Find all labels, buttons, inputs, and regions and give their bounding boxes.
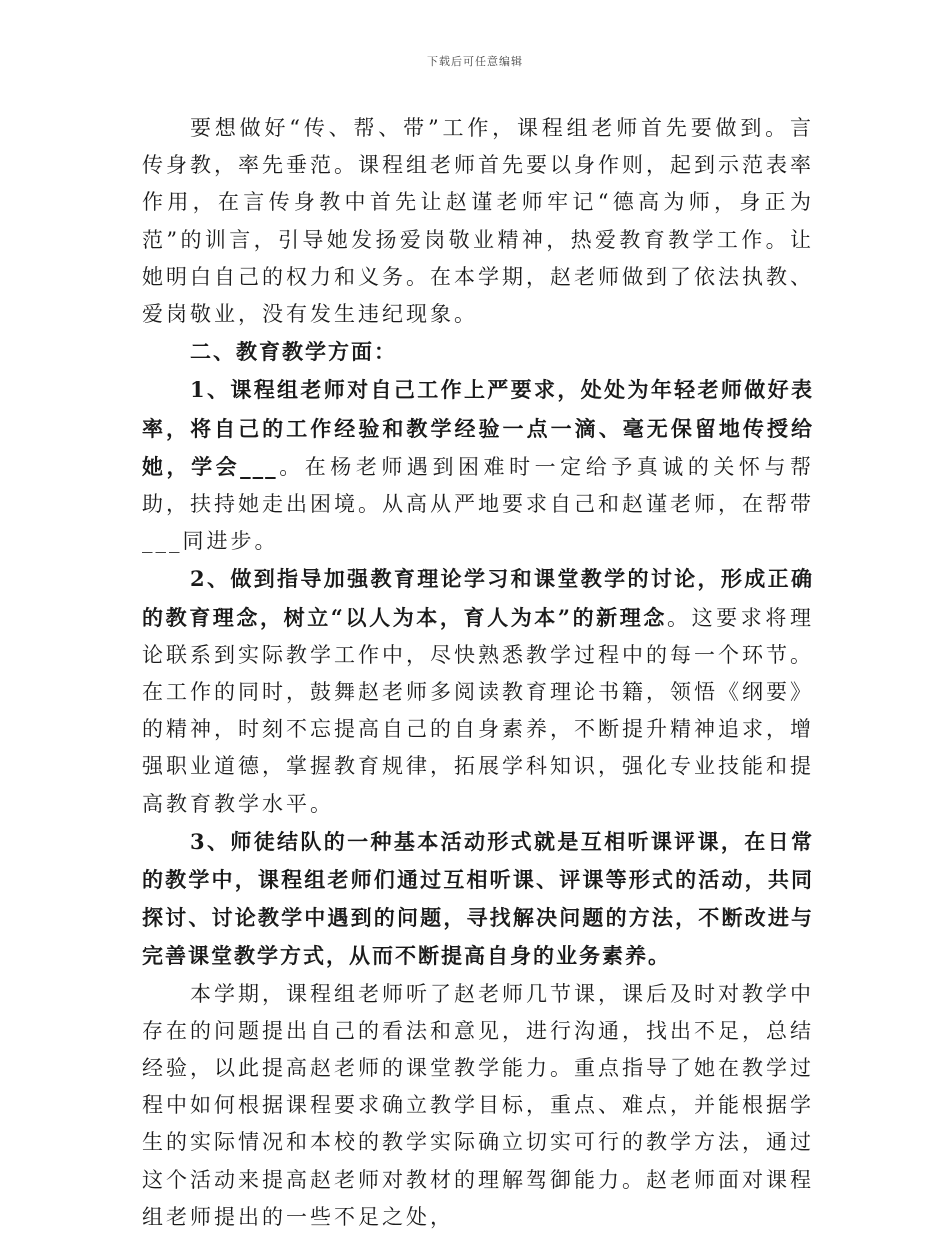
section-heading: [142, 333, 814, 371]
paragraph-semester: [142, 976, 814, 1236]
paragraph-text: 。在杨老师遇到困难时一定给予真诚的关怀与帮助，扶持她走出困境。从高从严地要求自己和赵谨老师，在帮带___同进步。: [142, 454, 815, 554]
document-body: [142, 110, 814, 1236]
page-header: 下载后可任意编辑: [427, 55, 523, 68]
paragraph-bold-lead: 3、师徒结队的一种基本活动形式就是互相听课评课，在日常的教学中，课程组老师们通过互相听课、评课等形式的活动，共同探讨、讨论教学中遇到的问题，寻找解决问题的方法，不断改进与完善课堂教学方式，从而不断提高自身的业务素养。: [142, 828, 814, 969]
paragraph-item-3: [142, 823, 814, 976]
paragraph-bold-lead: 1、课程组老师对自己工作上严要求，处处为年轻老师做好表率，将自己的工作经验和教学经验一点一滴、毫无保留地传授给她，学会___: [142, 377, 814, 479]
paragraph-item-1: [142, 371, 814, 560]
paragraph-item-2: [142, 560, 814, 822]
paragraph-bold-lead: 2、做到指导加强教育理论学习和课堂教学的讨论，形成正确的教育理念，树立“以人为本，育人为本”的新理念: [142, 566, 814, 630]
paragraph-text: 本学期，课程组老师听了赵老师几节课，课后及时对教学中存在的问题提出自己的看法和意见，进行沟通，找出不足，总结经验，以此提高赵老师的课堂教学能力。重点指导了她在教学过程中如何根据课程要求确立教学目标，重点、难点，并能根据学生的实际情况和本校的教学实际确立切实可行的教学方法，通过这个活动来提高赵老师对教材的理解驾御能力。赵老师面对课程组老师提出的一些不足之处，: [142, 981, 814, 1229]
section-heading-text: 二、教育教学方面：: [190, 339, 397, 365]
paragraph-text: 。这要求将理论联系到实际教学工作中，尽快熟悉教学过程中的每一个环节。在工作的同时，鼓舞赵老师多阅读教育理论书籍，领悟《纲要》的精神，时刻不忘提高自己的自身素养，不断提升精神追求，增强职业道德，掌握教育规律，拓展学科知识，强化专业技能和提高教育教学水平。: [142, 605, 814, 816]
paragraph-intro: [142, 110, 814, 333]
paragraph-text: 要想做好“传、帮、带”工作，课程组老师首先要做到。言传身教，率先垂范。课程组老师首先要以身作则，起到示范表率作用，在言传身教中首先让赵谨老师牢记“德高为师，身正为范”的训言，引导她发扬爱岗敬业精神，热爱教育教学工作。让她明白自己的权力和义务。在本学期，赵老师做到了依法执教、爱岗敬业，没有发生违纪现象。: [142, 116, 814, 327]
